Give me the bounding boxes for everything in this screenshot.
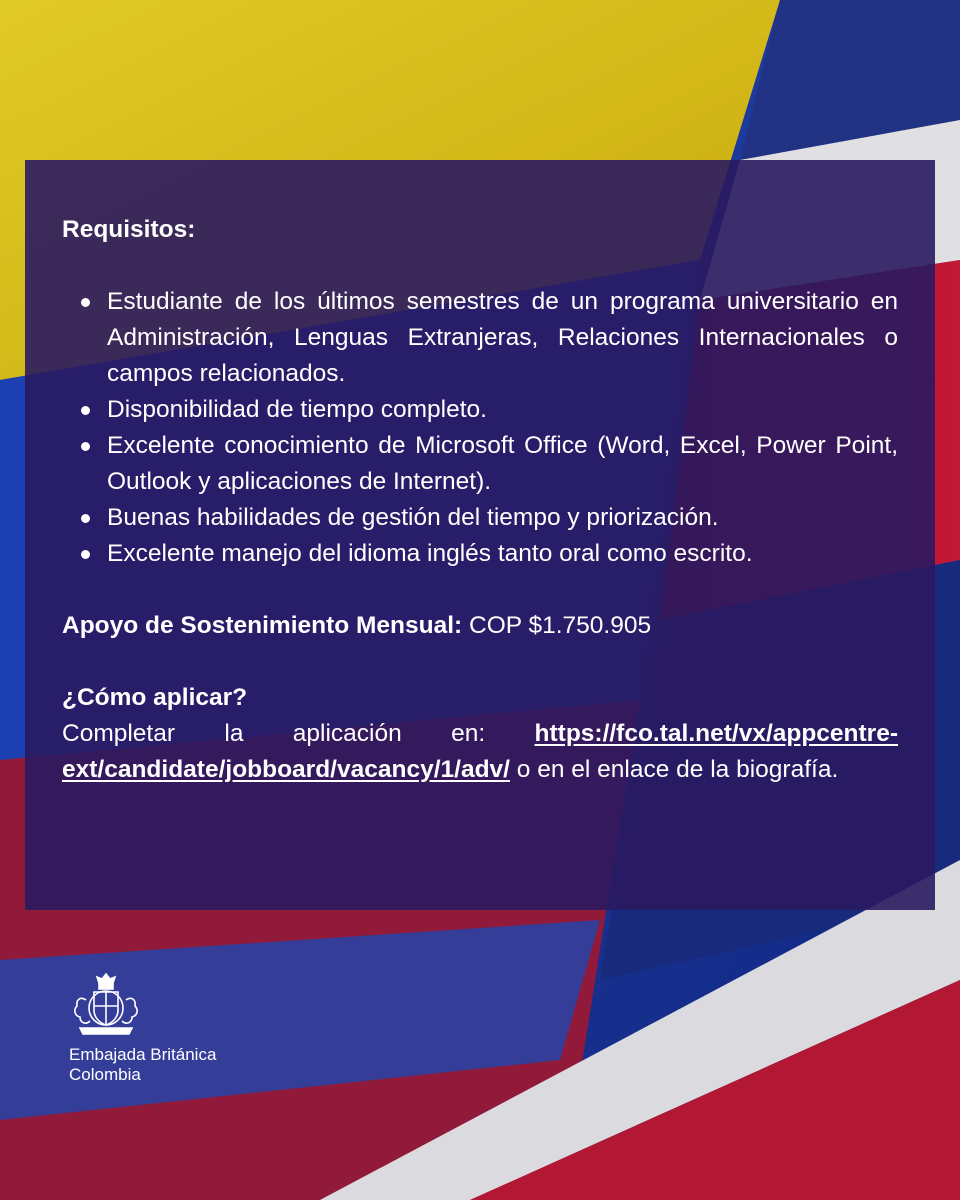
apply-text-before: Completar la aplicación en: [62,720,535,747]
royal-coat-of-arms-icon [66,970,146,1042]
requirement-item: Excelente manejo del idioma inglés tanto oral como escrito. [62,536,898,572]
apply-instructions [62,716,898,788]
organization-name-line2: Colombia [69,1065,141,1084]
requirement-item: Disponibilidad de tiempo completo. [62,392,898,428]
salary-line [62,608,898,644]
requirement-item: Buenas habilidades de gestión del tiempo y priorización. [62,500,898,536]
application-link[interactable]: https://fco.tal.net/vx/appcentre-ext/candidate/jobboard/vacancy/1/adv/ [62,720,898,783]
apply-text-after: o en el enlace de la biografía. [509,756,839,783]
requirements-list [62,284,898,572]
salary-value: COP $1.750.905 [462,612,652,639]
apply-heading: ¿Cómo aplicar? [62,684,248,711]
job-details [62,212,898,788]
requirement-item: Excelente conocimiento de Microsoft Office (Word, Excel, Power Point, Outlook y aplicaciones de Internet). [62,428,898,500]
organization-name [69,1045,216,1085]
salary-label: Apoyo de Sostenimiento Mensual: [62,612,463,639]
requirements-heading: Requisitos: [62,216,196,243]
requirement-item: Estudiante de los últimos semestres de un programa universitario en Administración, Lenguas Extranjeras, Relaciones Internacionales o campos relacionados. [62,284,898,392]
organization-name-line1: Embajada Británica [69,1045,217,1064]
